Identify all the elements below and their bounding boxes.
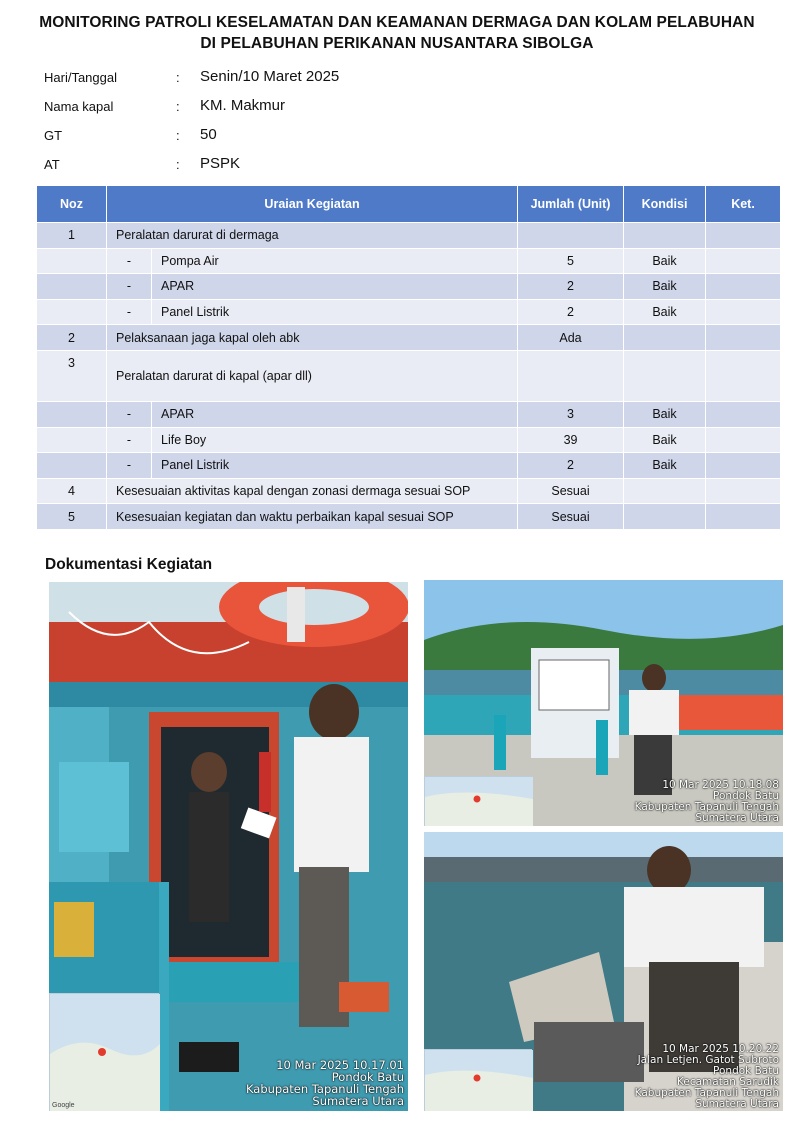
- table-row: [37, 427, 781, 453]
- row-dash: -: [107, 401, 152, 427]
- map-thumbnail: [424, 776, 532, 826]
- row-notes: [706, 274, 781, 300]
- photo-timestamp: [635, 1044, 779, 1110]
- row-no: 4: [37, 478, 107, 504]
- map-pin-icon: [474, 796, 481, 803]
- row-condition: Baik: [624, 401, 706, 427]
- photo-fuel-pump: [424, 580, 783, 826]
- row-description: Peralatan darurat di kapal (apar dll): [107, 350, 518, 401]
- row-no: 5: [37, 504, 107, 530]
- title-line-2: DI PELABUHAN PERIKANAN NUSANTARA SIBOLGA: [200, 35, 594, 52]
- row-condition: [624, 350, 706, 401]
- table-row: [37, 401, 781, 427]
- row-description: Kesesuaian kegiatan dan waktu perbaikan kapal sesuai SOP: [107, 504, 518, 530]
- row-condition: Baik: [624, 453, 706, 479]
- row-notes: [706, 427, 781, 453]
- header-no: Noz: [37, 186, 107, 223]
- table-row: [37, 325, 781, 351]
- stamp-line: Sumatera Utara: [695, 812, 779, 824]
- row-item: Pompa Air: [152, 248, 518, 274]
- header-condition: Kondisi: [624, 186, 706, 223]
- row-quantity: Sesuai: [518, 478, 624, 504]
- photo-timestamp: [246, 1059, 404, 1107]
- map-thumbnail: [424, 1049, 532, 1111]
- stamp-line: 10 Mar 2025 10.20.22: [662, 1043, 779, 1055]
- row-condition: Baik: [624, 274, 706, 300]
- row-description: Peralatan darurat di dermaga: [107, 223, 518, 249]
- inspection-table: [36, 185, 781, 530]
- row-condition: [624, 325, 706, 351]
- row-no: [37, 248, 107, 274]
- table-row: [37, 504, 781, 530]
- row-condition: Baik: [624, 299, 706, 325]
- info-colon: :: [176, 157, 180, 172]
- row-no: 3: [37, 350, 107, 401]
- row-no: [37, 274, 107, 300]
- documentation-title: Dokumentasi Kegiatan: [45, 556, 213, 573]
- row-dash: -: [107, 274, 152, 300]
- row-dash: -: [107, 427, 152, 453]
- stamp-line: 10 Mar 2025 10.18.08: [662, 779, 779, 791]
- row-item: APAR: [152, 274, 518, 300]
- row-no: [37, 401, 107, 427]
- map-image: [50, 994, 160, 1111]
- row-notes: [706, 453, 781, 479]
- header-notes: Ket.: [706, 186, 781, 223]
- row-item: APAR: [152, 401, 518, 427]
- table-row: [37, 299, 781, 325]
- info-value: Senin/10 Maret 2025: [200, 68, 340, 85]
- info-colon: :: [176, 99, 180, 114]
- row-dash: -: [107, 299, 152, 325]
- info-label: GT: [44, 128, 63, 143]
- row-dash: -: [107, 248, 152, 274]
- row-item: Panel Listrik: [152, 453, 518, 479]
- row-no: 2: [37, 325, 107, 351]
- stamp-line: Sumatera Utara: [312, 1094, 404, 1108]
- row-no: 1: [37, 223, 107, 249]
- map-image: [425, 777, 533, 826]
- stamp-line: Sumatera Utara: [695, 1098, 779, 1110]
- photo-panel-inspection: [424, 832, 783, 1111]
- row-quantity: 5: [518, 248, 624, 274]
- row-quantity: [518, 350, 624, 401]
- map-pin-icon: [474, 1075, 481, 1082]
- stamp-line: Kabupaten Tapanuli Tengah: [634, 1087, 779, 1099]
- table-row: [37, 223, 781, 249]
- stamp-line: Pondok Batu: [713, 790, 779, 802]
- info-colon: :: [176, 128, 180, 143]
- row-quantity: Sesuai: [518, 504, 624, 530]
- row-item: Panel Listrik: [152, 299, 518, 325]
- row-quantity: 2: [518, 453, 624, 479]
- stamp-line: 10 Mar 2025 10.17.01: [276, 1058, 404, 1072]
- table-row: [37, 350, 781, 401]
- row-notes: [706, 325, 781, 351]
- header-description: Uraian Kegiatan: [107, 186, 518, 223]
- row-notes: [706, 401, 781, 427]
- info-colon: :: [176, 70, 180, 85]
- row-description: Kesesuaian aktivitas kapal dengan zonasi dermaga sesuai SOP: [107, 478, 518, 504]
- table-row: [37, 274, 781, 300]
- document-title: [0, 12, 794, 54]
- table-row: [37, 248, 781, 274]
- row-no: [37, 299, 107, 325]
- info-label: AT: [44, 157, 60, 172]
- info-value: KM. Makmur: [200, 97, 286, 114]
- row-no: [37, 427, 107, 453]
- row-item: Life Boy: [152, 427, 518, 453]
- map-pin-icon: [98, 1048, 106, 1056]
- stamp-line: Pondok Batu: [713, 1065, 779, 1077]
- info-label: Hari/Tanggal: [44, 70, 117, 85]
- row-notes: [706, 504, 781, 530]
- info-label: Nama kapal: [44, 99, 114, 114]
- stamp-line: Kecamatan Sarudik: [677, 1076, 779, 1088]
- row-quantity: 39: [518, 427, 624, 453]
- row-condition: Baik: [624, 427, 706, 453]
- stamp-line: Pondok Batu: [331, 1070, 404, 1084]
- row-no: [37, 453, 107, 479]
- row-quantity: 3: [518, 401, 624, 427]
- row-notes: [706, 478, 781, 504]
- info-value: PSPK: [200, 155, 241, 172]
- table-header-row: [37, 186, 781, 223]
- row-condition: [624, 223, 706, 249]
- row-quantity: 2: [518, 299, 624, 325]
- row-notes: [706, 299, 781, 325]
- row-notes: [706, 350, 781, 401]
- row-condition: Baik: [624, 248, 706, 274]
- row-quantity: [518, 223, 624, 249]
- table-row: [37, 453, 781, 479]
- stamp-line: Kabupaten Tapanuli Tengah: [245, 1082, 404, 1096]
- row-condition: [624, 504, 706, 530]
- row-quantity: Ada: [518, 325, 624, 351]
- info-value: 50: [200, 126, 217, 143]
- photo-timestamp: [635, 780, 779, 824]
- row-notes: [706, 248, 781, 274]
- row-notes: [706, 223, 781, 249]
- header-quantity: Jumlah (Unit): [518, 186, 624, 223]
- stamp-line: Jalan Letjen. Gatot Subroto: [637, 1054, 779, 1066]
- google-label: Google: [52, 1102, 75, 1109]
- table-row: [37, 478, 781, 504]
- stamp-line: Kabupaten Tapanuli Tengah: [634, 801, 779, 813]
- map-thumbnail: [49, 993, 159, 1111]
- row-description: Pelaksanaan jaga kapal oleh abk: [107, 325, 518, 351]
- row-quantity: 2: [518, 274, 624, 300]
- row-condition: [624, 478, 706, 504]
- row-dash: -: [107, 453, 152, 479]
- map-image: [425, 1050, 533, 1111]
- title-line-1: MONITORING PATROLI KESELAMATAN DAN KEAMANAN DERMAGA DAN KOLAM PELABUHAN: [39, 14, 755, 31]
- photo-boat-inspection: [49, 582, 408, 1111]
